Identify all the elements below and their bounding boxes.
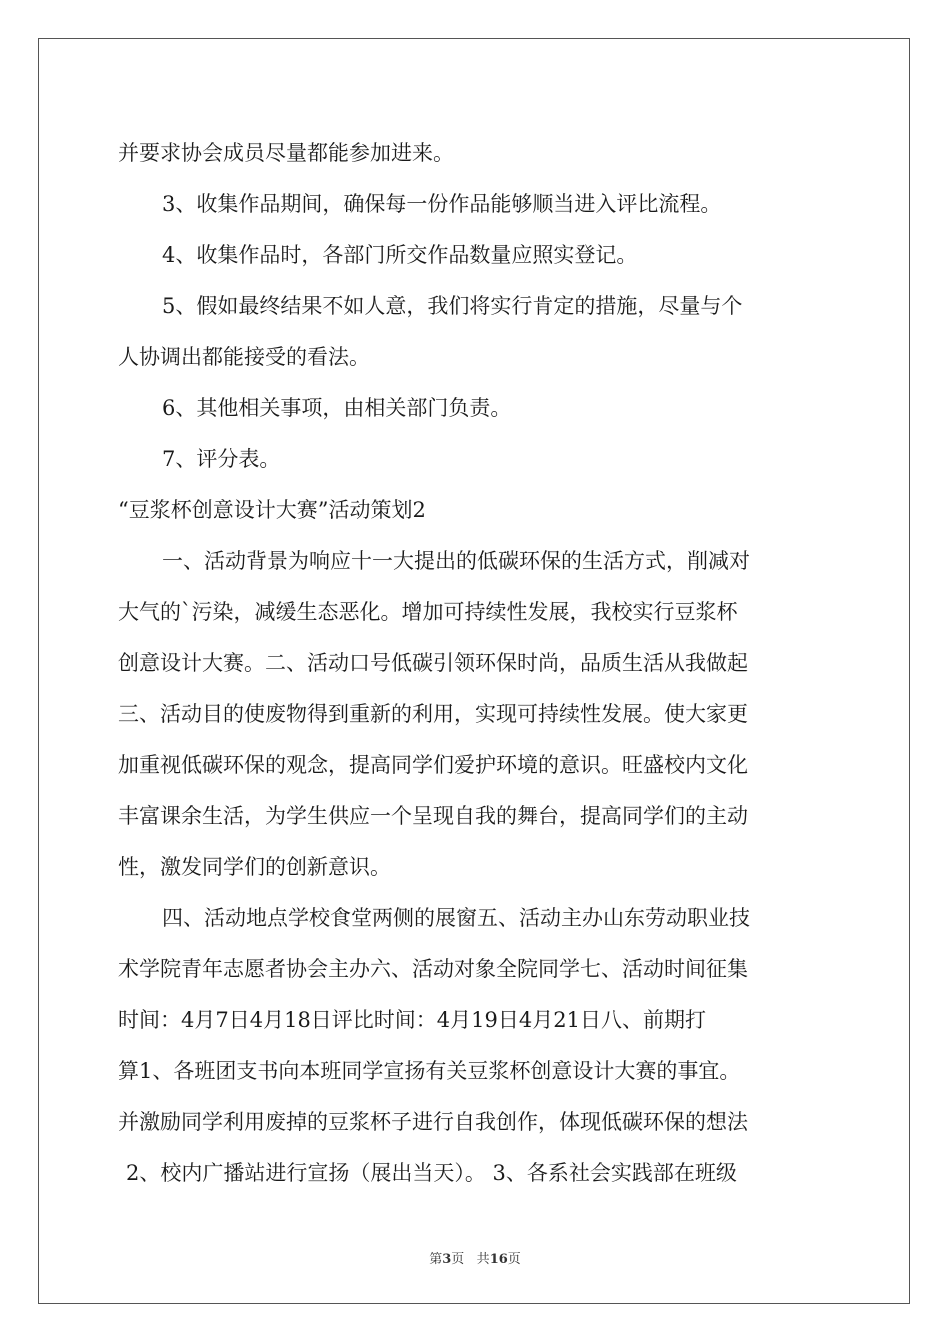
text-line: 四、活动地点学校食堂两侧的展窗五、活动主办山东劳动职业技 — [162, 906, 750, 930]
total-suffix: 页 — [507, 1252, 521, 1267]
text-line: 性，激发同学们的创新意识。 — [118, 855, 391, 879]
text-line: 5、假如最终结果不如人意，我们将实行肯定的措施，尽量与个 — [162, 294, 743, 318]
page-footer — [0, 1248, 950, 1267]
text-line: 算1、各班团支书向本班同学宣扬有关豆浆杯创意设计大赛的事宜。 — [118, 1059, 741, 1083]
text-line: 4、收集作品时，各部门所交作品数量应照实登记。 — [162, 243, 638, 267]
document-body — [118, 128, 834, 1199]
total-pages-number: 16 — [489, 1252, 508, 1267]
current-page-number: 3 — [442, 1252, 452, 1267]
text-line: 2、校内广播站进行宣扬（展出当天）。 3、各系社会实践部在班级 — [126, 1161, 737, 1185]
section-heading: “豆浆杯创意设计大赛”活动策划2 — [118, 498, 426, 522]
text-line: 人协调出都能接受的看法。 — [118, 345, 370, 369]
text-line: 并激励同学利用废掉的豆浆杯子进行自我创作，体现低碳环保的想法 — [118, 1110, 748, 1134]
text-line: 7、评分表。 — [162, 447, 281, 471]
text-line: 丰富课余生活，为学生供应一个呈现自我的舞台，提高同学们的主动 — [118, 804, 748, 828]
page-word: 页 — [451, 1252, 465, 1267]
text-line: 大气的`污染，减缓生态恶化。增加可持续性发展，我校实行豆浆杯 — [118, 600, 738, 624]
text-line: 术学院青年志愿者协会主办六、活动对象全院同学七、活动时间征集 — [118, 957, 748, 981]
text-line: 6、其他相关事项，由相关部门负责。 — [162, 396, 512, 420]
text-line: 时间：4月7日4月18日评比时间：4月19日4月21日八、前期打 — [118, 1008, 706, 1032]
text-line: 创意设计大赛。二、活动口号低碳引领环保时尚，品质生活从我做起 — [118, 651, 748, 675]
text-line: 3、收集作品期间，确保每一份作品能够顺当进入评比流程。 — [162, 192, 722, 216]
text-line: 一、活动背景为响应十一大提出的低碳环保的生活方式，削减对 — [162, 549, 750, 573]
page-prefix: 第 — [429, 1252, 443, 1267]
text-line: 加重视低碳环保的观念，提高同学们爱护环境的意识。旺盛校内文化 — [118, 753, 748, 777]
text-line: 三、活动目的使废物得到重新的利用，实现可持续性发展。使大家更 — [118, 702, 748, 726]
text-line: 并要求协会成员尽量都能参加进来。 — [118, 141, 454, 165]
total-prefix: 共 — [476, 1252, 490, 1267]
